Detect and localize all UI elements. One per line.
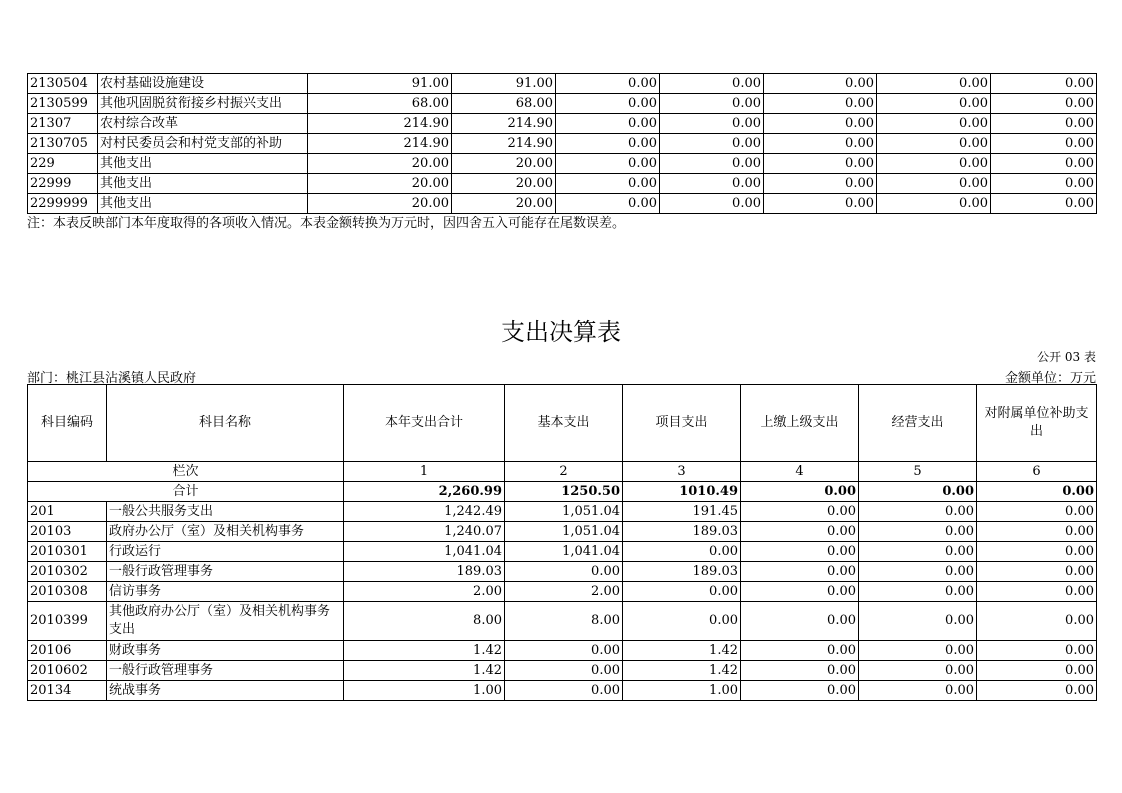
amount-cell: 0.00	[859, 502, 977, 522]
code-cell: 2010302	[28, 562, 107, 582]
amount-cell: 0.00	[991, 154, 1097, 174]
amount-cell: 214.90	[308, 114, 452, 134]
amount-cell: 20.00	[308, 194, 452, 214]
amount-cell: 1.42	[623, 641, 741, 661]
amount-cell: 20.00	[308, 174, 452, 194]
name-cell: 其他支出	[98, 194, 308, 214]
code-cell: 20103	[28, 522, 107, 542]
code-cell: 2130504	[28, 74, 98, 94]
amount-cell: 0.00	[741, 681, 859, 701]
name-cell: 农村基础设施建设	[98, 74, 308, 94]
amount-cell: 0.00	[660, 94, 764, 114]
name-cell: 一般行政管理事务	[107, 661, 344, 681]
amount-cell: 0.00	[556, 114, 660, 134]
amount-cell: 91.00	[452, 74, 556, 94]
amount-cell: 0.00	[859, 522, 977, 542]
page-title: 支出决算表	[501, 318, 621, 346]
unit-label: 金额单位：万元	[1004, 371, 1096, 386]
amount-cell: 0.00	[741, 602, 859, 641]
total-value: 2,260.99	[344, 482, 505, 502]
amount-cell: 189.03	[623, 562, 741, 582]
total-value: 1250.50	[505, 482, 623, 502]
amount-cell: 0.00	[977, 502, 1097, 522]
column-number: 5	[859, 462, 977, 482]
amount-cell: 0.00	[623, 602, 741, 641]
amount-cell: 1,051.04	[505, 522, 623, 542]
amount-cell: 0.00	[859, 681, 977, 701]
amount-cell: 0.00	[660, 74, 764, 94]
amount-cell: 0.00	[991, 114, 1097, 134]
amount-cell: 0.00	[505, 681, 623, 701]
amount-cell: 1,041.04	[505, 542, 623, 562]
header-cell: 科目名称	[107, 385, 344, 462]
amount-cell: 0.00	[859, 562, 977, 582]
amount-cell: 0.00	[556, 134, 660, 154]
amount-cell: 0.00	[991, 74, 1097, 94]
expenditure-table	[27, 384, 1097, 701]
column-number: 1	[344, 462, 505, 482]
table-row	[28, 134, 1097, 154]
amount-cell: 0.00	[556, 194, 660, 214]
header-cell: 经营支出	[859, 385, 977, 462]
amount-cell: 0.00	[991, 194, 1097, 214]
amount-cell: 0.00	[977, 661, 1097, 681]
name-cell: 一般行政管理事务	[107, 562, 344, 582]
amount-cell: 2.00	[344, 582, 505, 602]
header-cell: 对附属单位补助支出	[977, 385, 1097, 462]
amount-cell: 68.00	[452, 94, 556, 114]
amount-cell: 0.00	[741, 582, 859, 602]
name-cell: 财政事务	[107, 641, 344, 661]
name-cell: 其他巩固脱贫衔接乡村振兴支出	[98, 94, 308, 114]
header-cell: 基本支出	[505, 385, 623, 462]
amount-cell: 0.00	[764, 94, 877, 114]
amount-cell: 0.00	[660, 194, 764, 214]
amount-cell: 0.00	[877, 174, 991, 194]
table-row	[28, 154, 1097, 174]
code-cell: 201	[28, 502, 107, 522]
amount-cell: 214.90	[452, 114, 556, 134]
amount-cell: 0.00	[623, 542, 741, 562]
code-cell: 20106	[28, 641, 107, 661]
total-value: 1010.49	[623, 482, 741, 502]
department-label: 部门：桃江县沾溪镇人民政府	[27, 371, 197, 386]
name-cell: 政府办公厅（室）及相关机构事务	[107, 522, 344, 542]
amount-cell: 0.00	[991, 174, 1097, 194]
amount-cell: 68.00	[308, 94, 452, 114]
amount-cell: 0.00	[977, 602, 1097, 641]
amount-cell: 0.00	[505, 562, 623, 582]
amount-cell: 0.00	[877, 134, 991, 154]
code-cell: 2010399	[28, 602, 107, 641]
amount-cell: 1.00	[623, 681, 741, 701]
amount-cell: 1,240.07	[344, 522, 505, 542]
table-row	[28, 641, 1097, 661]
amount-cell: 2.00	[505, 582, 623, 602]
amount-cell: 0.00	[859, 542, 977, 562]
code-cell: 2010301	[28, 542, 107, 562]
amount-cell: 0.00	[660, 174, 764, 194]
amount-cell: 0.00	[877, 194, 991, 214]
header-cell: 科目编码	[28, 385, 107, 462]
amount-cell: 0.00	[877, 154, 991, 174]
table-row	[28, 661, 1097, 681]
table-row	[28, 502, 1097, 522]
amount-cell: 1.42	[623, 661, 741, 681]
amount-cell: 0.00	[556, 174, 660, 194]
name-cell: 统战事务	[107, 681, 344, 701]
name-cell: 其他支出	[98, 154, 308, 174]
amount-cell: 0.00	[556, 154, 660, 174]
amount-cell: 20.00	[452, 194, 556, 214]
name-cell: 农村综合改革	[98, 114, 308, 134]
header-cell: 上缴上级支出	[741, 385, 859, 462]
amount-cell: 0.00	[764, 134, 877, 154]
amount-cell: 0.00	[556, 74, 660, 94]
amount-cell: 20.00	[308, 154, 452, 174]
table-row	[28, 522, 1097, 542]
header-cell: 本年支出合计	[344, 385, 505, 462]
amount-cell: 0.00	[741, 562, 859, 582]
amount-cell: 189.03	[623, 522, 741, 542]
amount-cell: 0.00	[859, 661, 977, 681]
amount-cell: 0.00	[660, 114, 764, 134]
amount-cell: 189.03	[344, 562, 505, 582]
amount-cell: 214.90	[452, 134, 556, 154]
amount-cell: 191.45	[623, 502, 741, 522]
code-cell: 22999	[28, 174, 98, 194]
table-row	[28, 174, 1097, 194]
total-value: 0.00	[977, 482, 1097, 502]
table-row	[28, 582, 1097, 602]
column-number: 6	[977, 462, 1097, 482]
amount-cell: 0.00	[660, 134, 764, 154]
amount-cell: 1,041.04	[344, 542, 505, 562]
amount-cell: 0.00	[764, 114, 877, 134]
amount-cell: 0.00	[991, 134, 1097, 154]
table-row	[28, 681, 1097, 701]
amount-cell: 0.00	[859, 582, 977, 602]
amount-cell: 8.00	[344, 602, 505, 641]
table-row	[28, 602, 1097, 641]
amount-cell: 0.00	[660, 154, 764, 174]
name-cell: 其他政府办公厅（室）及相关机构事务支出	[107, 602, 344, 641]
name-cell: 行政运行	[107, 542, 344, 562]
code-cell: 2010308	[28, 582, 107, 602]
amount-cell: 1,242.49	[344, 502, 505, 522]
column-number: 4	[741, 462, 859, 482]
amount-cell: 1.42	[344, 641, 505, 661]
amount-cell: 20.00	[452, 174, 556, 194]
amount-cell: 1.00	[344, 681, 505, 701]
code-cell: 2299999	[28, 194, 98, 214]
amount-cell: 214.90	[308, 134, 452, 154]
table-row	[28, 74, 1097, 94]
code-cell: 2010602	[28, 661, 107, 681]
code-cell: 20134	[28, 681, 107, 701]
column-number: 2	[505, 462, 623, 482]
amount-cell: 0.00	[741, 641, 859, 661]
amount-cell: 0.00	[741, 502, 859, 522]
table-row	[28, 562, 1097, 582]
amount-cell: 0.00	[764, 194, 877, 214]
total-label: 合计	[28, 482, 344, 502]
amount-cell: 0.00	[991, 94, 1097, 114]
amount-cell: 0.00	[977, 681, 1097, 701]
top-table	[27, 73, 1097, 214]
amount-cell: 0.00	[505, 661, 623, 681]
column-number: 3	[623, 462, 741, 482]
amount-cell: 20.00	[452, 154, 556, 174]
code-cell: 229	[28, 154, 98, 174]
amount-cell: 0.00	[764, 154, 877, 174]
amount-cell: 0.00	[556, 94, 660, 114]
header-cell: 项目支出	[623, 385, 741, 462]
amount-cell: 1.42	[344, 661, 505, 681]
name-cell: 一般公共服务支出	[107, 502, 344, 522]
name-cell: 对村民委员会和村党支部的补助	[98, 134, 308, 154]
amount-cell: 0.00	[859, 602, 977, 641]
form-number: 公开 03 表	[1037, 350, 1096, 364]
name-cell: 信访事务	[107, 582, 344, 602]
amount-cell: 0.00	[977, 641, 1097, 661]
amount-cell: 1,051.04	[505, 502, 623, 522]
amount-cell: 0.00	[977, 522, 1097, 542]
total-row	[28, 482, 1097, 502]
amount-cell: 0.00	[859, 641, 977, 661]
amount-cell: 0.00	[741, 661, 859, 681]
amount-cell: 8.00	[505, 602, 623, 641]
code-cell: 2130705	[28, 134, 98, 154]
amount-cell: 0.00	[764, 74, 877, 94]
code-cell: 2130599	[28, 94, 98, 114]
name-cell: 其他支出	[98, 174, 308, 194]
amount-cell: 0.00	[977, 562, 1097, 582]
amount-cell: 0.00	[877, 114, 991, 134]
column-number-row	[28, 462, 1097, 482]
amount-cell: 0.00	[741, 522, 859, 542]
table-row	[28, 94, 1097, 114]
total-value: 0.00	[741, 482, 859, 502]
code-cell: 21307	[28, 114, 98, 134]
amount-cell: 0.00	[764, 174, 877, 194]
amount-cell: 0.00	[741, 542, 859, 562]
table-row	[28, 542, 1097, 562]
table-row	[28, 114, 1097, 134]
amount-cell: 0.00	[977, 582, 1097, 602]
amount-cell: 0.00	[505, 641, 623, 661]
amount-cell: 0.00	[977, 542, 1097, 562]
table-row	[28, 194, 1097, 214]
header-row	[28, 385, 1097, 462]
column-label: 栏次	[28, 462, 344, 482]
amount-cell: 91.00	[308, 74, 452, 94]
amount-cell: 0.00	[877, 94, 991, 114]
footnote: 注：本表反映部门本年度取得的各项收入情况。本表金额转换为万元时，因四舍五入可能存在尾数误差。	[27, 216, 626, 231]
amount-cell: 0.00	[623, 582, 741, 602]
total-value: 0.00	[859, 482, 977, 502]
amount-cell: 0.00	[877, 74, 991, 94]
